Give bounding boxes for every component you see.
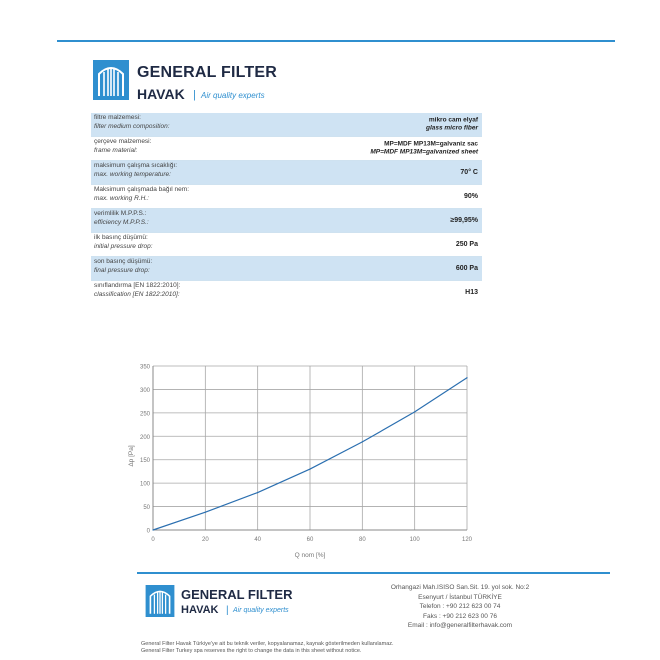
company-address xyxy=(340,583,580,631)
spec-label-en: max. working R.H.: xyxy=(94,194,149,202)
spec-label-en: final pressure drop: xyxy=(94,266,150,274)
spec-label: filtre malzemesi: xyxy=(94,114,141,121)
spec-value: 600 Pa xyxy=(455,264,478,272)
spec-value-en: MP=MDF MP13M=galvanized sheet xyxy=(370,148,478,156)
brand-sub: HAVAK xyxy=(137,86,185,102)
spec-label-en: initial pressure drop: xyxy=(94,242,153,250)
data-point xyxy=(414,411,415,412)
footer-brand-logo xyxy=(145,585,320,621)
spec-label: Maksimum çalışmada bağıl nem: xyxy=(94,186,190,193)
phone-line: Telefon : +90 212 623 00 74 xyxy=(419,603,501,610)
y-axis-label: Δp [Pa] xyxy=(128,445,135,467)
spec-row xyxy=(91,209,482,233)
spec-row xyxy=(91,185,482,209)
data-point xyxy=(466,377,467,378)
x-tick-label: 0 xyxy=(151,537,155,543)
pressure-drop-chart xyxy=(128,356,478,568)
spec-label: maksimum çalışma sıcaklığı: xyxy=(94,162,178,169)
general-filter-logo-icon xyxy=(93,60,129,100)
email-line: Email : info@generalfilterhavak.com xyxy=(407,622,513,629)
x-tick-label: 40 xyxy=(254,537,262,543)
y-tick-label: 200 xyxy=(139,434,150,441)
spec-value-en: glass micro fiber xyxy=(425,124,478,132)
spec-value: 90% xyxy=(463,192,478,200)
address-line: Esenyurt / İstanbul TÜRKİYE xyxy=(418,593,502,601)
spec-label: çerçeve malzemesi: xyxy=(94,138,152,145)
spec-value: ≥99,95% xyxy=(450,216,478,224)
brand-tagline: Air quality experts xyxy=(201,91,265,100)
y-tick-label: 150 xyxy=(139,458,150,465)
spec-value: 250 Pa xyxy=(455,240,478,248)
footer-brand-separator: | xyxy=(226,605,229,616)
footer-brand-name: GENERAL FILTER xyxy=(181,587,293,602)
x-tick-label: 100 xyxy=(409,537,420,543)
y-tick-label: 50 xyxy=(143,505,150,512)
x-tick-label: 80 xyxy=(358,537,366,543)
spec-row xyxy=(91,281,482,304)
spec-label-en: classification [EN 1822:2010]: xyxy=(94,290,180,298)
spec-row xyxy=(91,257,482,281)
disclaimer-line: General Filter Turkey spa reserves the right to change the data in this sheet without notice. xyxy=(141,648,362,654)
spec-row xyxy=(91,137,482,161)
spec-row xyxy=(91,161,482,185)
general-filter-logo-icon xyxy=(145,585,175,617)
spec-label: verimlilik M.P.P.S.: xyxy=(94,210,147,217)
spec-label: ilk basınç düşümü: xyxy=(94,234,148,241)
brand-separator: | xyxy=(193,89,196,101)
x-tick-label: 60 xyxy=(306,537,314,543)
disclaimer xyxy=(141,641,521,655)
data-point xyxy=(362,441,363,442)
disclaimer-line: General Filter Havak Türkiye'ye ait bu teknik veriler, kopyalanamaz, kaynak gösterilmeden kullanılamaz. xyxy=(141,641,394,647)
spec-row xyxy=(91,113,482,137)
spec-label: sınıflandırma [EN 1822:2010]: xyxy=(94,282,181,289)
address-line: Orhangazi Mah.ISISO San.Sit. 19. yol sok. No:2 xyxy=(390,584,530,591)
x-axis-label: Q nom [%] xyxy=(294,552,326,559)
specifications-table xyxy=(91,113,482,304)
data-point xyxy=(309,468,310,469)
spec-label: son basınç düşümü: xyxy=(94,258,153,265)
spec-value: MP=MDF MP13M=galvaniz sac xyxy=(384,140,478,147)
header-rule xyxy=(57,40,615,42)
spec-value: H13 xyxy=(465,288,478,296)
data-point xyxy=(152,529,153,530)
brand-name: GENERAL FILTER xyxy=(137,64,277,81)
y-tick-label: 350 xyxy=(139,364,150,371)
fax-line: Faks : +90 212 623 00 76 xyxy=(423,612,497,620)
y-tick-label: 250 xyxy=(139,411,150,418)
x-tick-label: 120 xyxy=(461,537,473,543)
data-point xyxy=(257,492,258,493)
footer-rule xyxy=(137,572,610,574)
y-tick-label: 100 xyxy=(139,481,150,488)
spec-label-en: efficiency M.P.P.S.: xyxy=(94,218,149,226)
spec-value: 70° C xyxy=(460,168,478,176)
spec-row xyxy=(91,233,482,257)
x-tick-label: 20 xyxy=(201,537,209,543)
spec-label-en: filter medium composition: xyxy=(94,122,170,130)
footer-brand-tagline: Air quality experts xyxy=(233,607,289,614)
y-tick-label: 0 xyxy=(146,528,150,535)
spec-label-en: frame material: xyxy=(94,146,138,154)
spec-value: mikro cam elyaf xyxy=(428,116,478,123)
data-point xyxy=(205,512,206,513)
brand-logo xyxy=(93,60,303,108)
y-tick-label: 300 xyxy=(139,387,150,394)
footer-brand-sub: HAVAK xyxy=(181,604,219,616)
spec-label-en: max. working temperature: xyxy=(94,170,171,178)
